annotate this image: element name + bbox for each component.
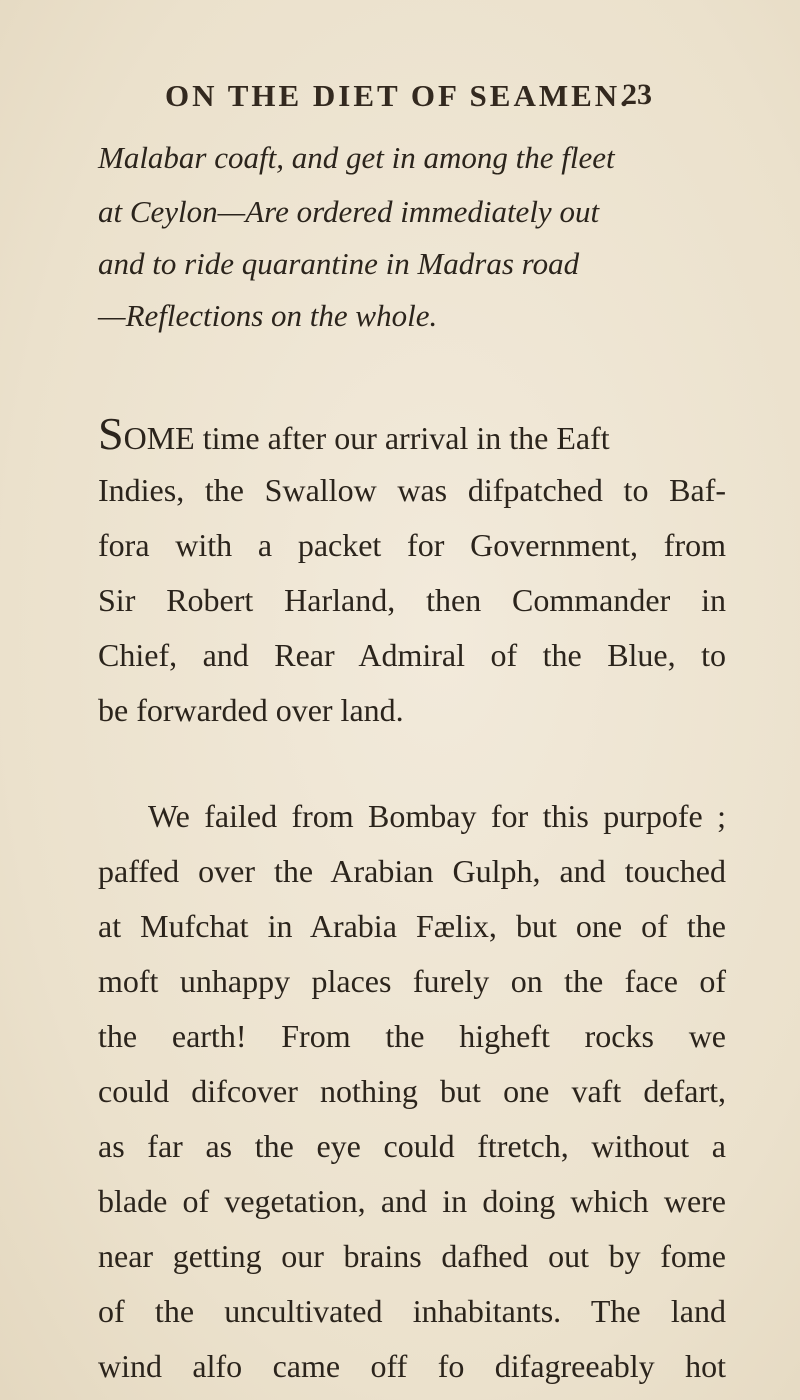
paragraph-line: Chief, and Rear Admiral of the Blue, to (98, 637, 726, 673)
page-number: 23 (622, 78, 652, 111)
summary-line: at Ceylon—Are ordered immediately out (98, 194, 600, 229)
paragraph-line: moft unhappy places furely on the face of (98, 963, 726, 999)
paragraph-line: wind alfo came off fo difagreeably hot (98, 1348, 726, 1384)
paragraph-line: fora with a packet for Government, from (98, 527, 726, 563)
paragraph-line: be forwarded over land. (98, 692, 404, 728)
paragraph-line: paffed over the Arabian Gulph, and touched (98, 853, 726, 889)
paragraph-line: could difcover nothing but one vaft defart, (98, 1073, 726, 1109)
paragraph-line: as far as the eye could ftretch, without a (98, 1128, 726, 1164)
summary-line: —Reflections on the whole. (98, 298, 438, 333)
paragraph-line: the earth! From the higheft rocks we (98, 1018, 726, 1054)
paragraph-line: of the uncultivated inhabitants. The land (98, 1293, 726, 1329)
paragraph-1-line-1 (98, 408, 726, 459)
first-word-rest: OME (123, 420, 195, 456)
summary-line: and to ride quarantine in Madras road (98, 246, 580, 281)
drop-initial: S (98, 408, 124, 459)
paragraph-line: blade of vegetation, and in doing which were (98, 1183, 726, 1219)
paragraph-line: Sir Robert Harland, then Commander in (98, 582, 726, 618)
paragraph-line: near getting our brains dafhed out by fome (98, 1238, 726, 1274)
paragraph-line: at Mufchat in Arabia Fælix, but one of the (98, 908, 726, 944)
paragraph-line: We failed from Bombay for this purpofe ; (148, 798, 726, 834)
paragraph-line: Indies, the Swallow was difpatched to Baf- (98, 472, 726, 508)
paragraph-line: time after our arrival in the Eaft (194, 420, 610, 456)
running-head: ON THE DIET OF SEAMEN. (165, 78, 631, 113)
summary-line: Malabar coaft, and get in among the fleet (98, 140, 615, 175)
